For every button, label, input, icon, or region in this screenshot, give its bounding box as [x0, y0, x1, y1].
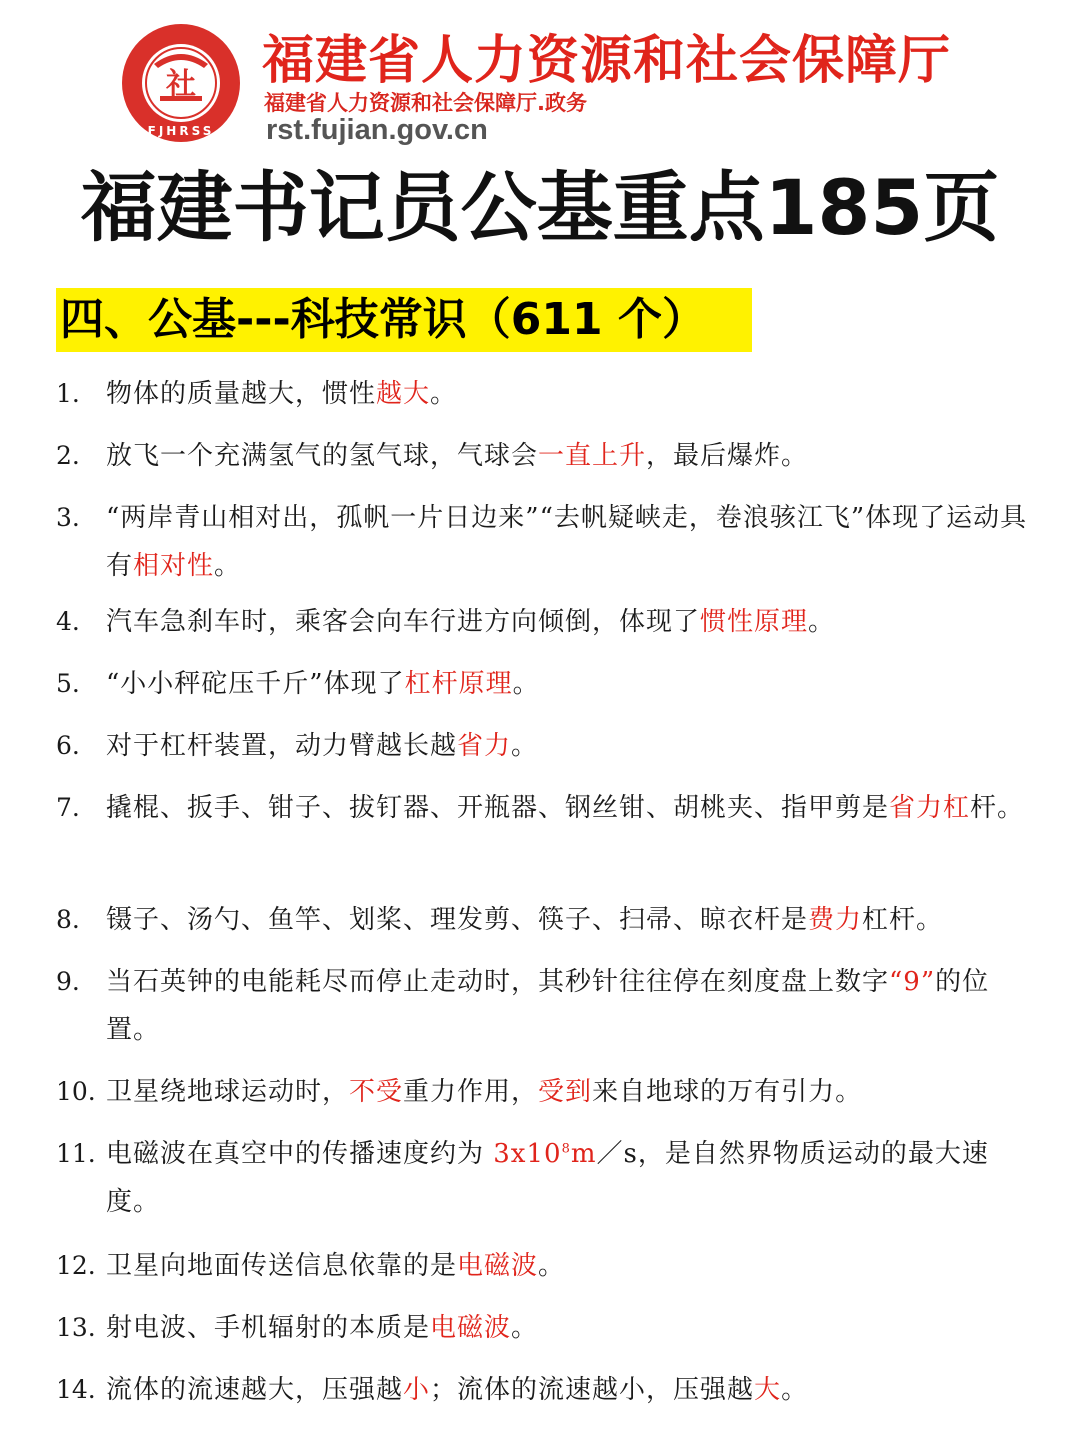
key-answer: 不受: [349, 1077, 404, 1107]
key-answer: 杠杆原理: [404, 669, 513, 699]
item-text: [106, 660, 1041, 708]
item-text-segment: 重力作用，: [403, 1077, 539, 1107]
item-text-segment: 卫星向地面传送信息依靠的是: [106, 1251, 458, 1281]
item-text-segment: 汽车急刹车时，乘客会向车行进方向倾倒，体现了: [106, 607, 701, 637]
key-answer: “9”: [889, 967, 936, 997]
item-text-segment: “小小秤砣压千斤”体现了: [106, 669, 405, 699]
item-text: [106, 784, 1041, 832]
key-answer: m: [570, 1139, 597, 1169]
org-url: rst.fujian.gov.cn: [266, 114, 488, 146]
item-text: [106, 1366, 1041, 1414]
item-text-segment: 卫星绕地球运动时，: [106, 1077, 350, 1107]
item-number: 7.: [56, 793, 80, 822]
item-number: 11.: [56, 1139, 96, 1168]
item-text-segment: 撬棍、扳手、钳子、拔钉器、开瓶器、钢丝钳、胡桃夹、指甲剪是: [106, 793, 890, 823]
item-text-segment: 来自地球的万有引力。: [592, 1077, 863, 1107]
item-text-segment: 当石英钟的电能耗尽而停止走动时，其秒针往往停在刻度盘上数字: [106, 967, 890, 997]
item-number: 2.: [56, 441, 80, 470]
key-answer: 受到: [538, 1077, 593, 1107]
item-text-segment: 。: [781, 1375, 809, 1405]
key-answer: 小: [403, 1375, 431, 1405]
key-answer: 相对性: [133, 551, 215, 581]
department-seal-icon: [120, 22, 242, 144]
item-text-segment: 杠杆。: [862, 905, 944, 935]
item-text: [106, 1242, 1041, 1290]
item-number: 8.: [56, 905, 80, 934]
item-text-segment: 镊子、汤勺、鱼竿、划桨、理发剪、筷子、扫帚、晾衣杆是: [106, 905, 809, 935]
key-answer: 电磁波: [457, 1251, 539, 1281]
item-text-segment: 杆。: [970, 793, 1025, 823]
item-text-segment: 。: [214, 551, 242, 581]
key-answer: 一直上升: [538, 441, 647, 471]
item-text: [106, 598, 1041, 646]
item-number: 9.: [56, 967, 80, 996]
key-answer: 惯性原理: [700, 607, 809, 637]
key-answer: 8: [561, 1141, 571, 1157]
item-text: [106, 432, 1041, 480]
page-title: 福建书记员公基重点185页: [80, 163, 1000, 252]
item-number: 6.: [56, 731, 80, 760]
key-answer: 费力: [808, 905, 863, 935]
svg-text:社: 社: [166, 67, 196, 102]
item-text-segment: 。: [808, 607, 836, 637]
item-text-segment: 射电波、手机辐射的本质是: [106, 1313, 431, 1343]
section-label: 四、公基---科技常识（611 个）: [60, 294, 706, 345]
item-text: [106, 494, 1041, 590]
item-text: [106, 1130, 1041, 1226]
item-text: [106, 722, 1041, 770]
org-subtitle: 福建省人力资源和社会保障厅.政务: [264, 91, 587, 115]
key-answer: 3x10: [493, 1139, 562, 1169]
item-text: [106, 370, 1041, 418]
key-answer: 大: [754, 1375, 782, 1405]
item-number: 14.: [56, 1375, 96, 1404]
item-text-segment: ，最后爆炸。: [646, 441, 809, 471]
item-text: [106, 958, 1041, 1054]
org-name: 福建省人力资源和社会保障厅: [262, 31, 952, 91]
item-text-segment: ／s，是自然界物质运动的最大速度。: [106, 1139, 989, 1217]
item-text-segment: ；流体的流速越小，压强越: [430, 1375, 755, 1405]
item-text: [106, 1304, 1041, 1352]
item-text: [106, 896, 1041, 944]
item-text-segment: 。: [512, 669, 540, 699]
item-text-segment: 。: [511, 731, 539, 761]
item-text-segment: 。: [511, 1313, 539, 1343]
header-banner: [0, 0, 1080, 160]
item-text-segment: 的位置。: [106, 967, 990, 1045]
key-answer: 越大: [376, 379, 431, 409]
item-number: 4.: [56, 607, 80, 636]
item-number: 13.: [56, 1313, 96, 1342]
item-text-segment: 。: [430, 379, 458, 409]
item-text-segment: 对于杠杆装置，动力臂越长越: [106, 731, 458, 761]
key-answer: 电磁波: [430, 1313, 512, 1343]
item-text: [106, 1068, 1041, 1116]
svg-text:FJHRSS: FJHRSS: [147, 124, 215, 138]
item-number: 1.: [56, 379, 80, 408]
item-number: 3.: [56, 503, 80, 532]
item-number: 5.: [56, 669, 80, 698]
key-answer: 省力: [457, 731, 512, 761]
item-number: 10.: [56, 1077, 96, 1106]
item-text-segment: 物体的质量越大，惯性: [106, 379, 377, 409]
item-text-segment: “两岸青山相对出，孤帆一片日边来”“去帆疑峡走，卷浪骇江飞”体现了运动具有: [106, 503, 1028, 581]
item-text-segment: 电磁波在真空中的传播速度约为: [106, 1139, 494, 1169]
item-number: 12.: [56, 1251, 96, 1280]
item-text-segment: 流体的流速越大，压强越: [106, 1375, 404, 1405]
key-answer: 省力杠: [889, 793, 971, 823]
section-heading: [56, 288, 752, 352]
item-text-segment: 。: [538, 1251, 566, 1281]
item-text-segment: 放飞一个充满氢气的氢气球，气球会: [106, 441, 539, 471]
